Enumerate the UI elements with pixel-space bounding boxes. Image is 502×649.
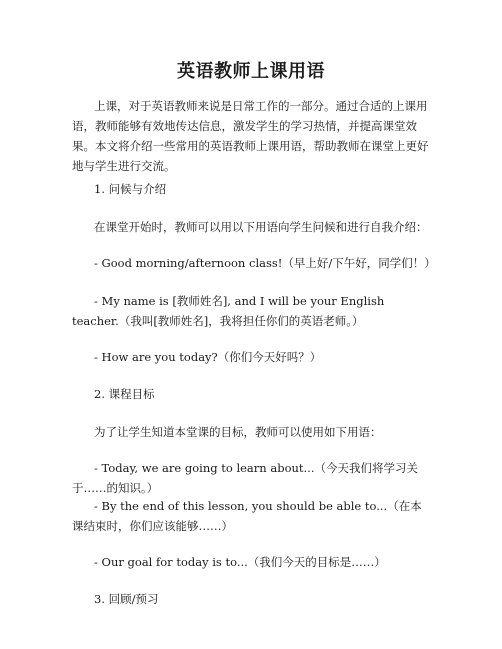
- list-item: - My name is [教师姓名], and I will be your English teacher.（我叫[教师姓名]，我将担任你们的英语老师。）: [72, 294, 385, 328]
- section-lead: 为了让学生知道本堂课的目标，教师可以使用如下用语：: [94, 425, 382, 439]
- list-item: - By the end of this lesson, you should be able to...（在本课结束时，你们应该能够……）: [72, 499, 422, 533]
- section-heading: 3. 回顾/预习: [94, 592, 159, 606]
- section-lead: 在课堂开始时，教师可以用以下用语向学生问候和进行自我介绍：: [94, 220, 428, 234]
- document-title: 英语教师上课用语: [177, 61, 325, 82]
- list-item: - How are you today?（你们今天好吗？）: [94, 350, 322, 364]
- list-item: - Good morning/afternoon class!（早上好/下午好，同学们！）: [94, 256, 436, 270]
- section-heading: 2. 课程目标: [94, 387, 155, 401]
- intro-paragraph: 上课，对于英语教师来说是日常工作的一部分。通过合适的上课用语，教师能够有效地传达信息，激发学生的学习热情，并提高课堂效果。本文将介绍一些常用的英语教师上课用语，帮助教师在课堂上更好地与学生进行交流。: [72, 99, 429, 173]
- list-item: - Our goal for today is to...（我们今天的目标是……）: [94, 555, 386, 569]
- section-heading: 1. 问候与介绍: [94, 182, 167, 196]
- list-item: - Today, we are going to learn about...（今天我们将学习关于……的知识。）: [72, 461, 418, 495]
